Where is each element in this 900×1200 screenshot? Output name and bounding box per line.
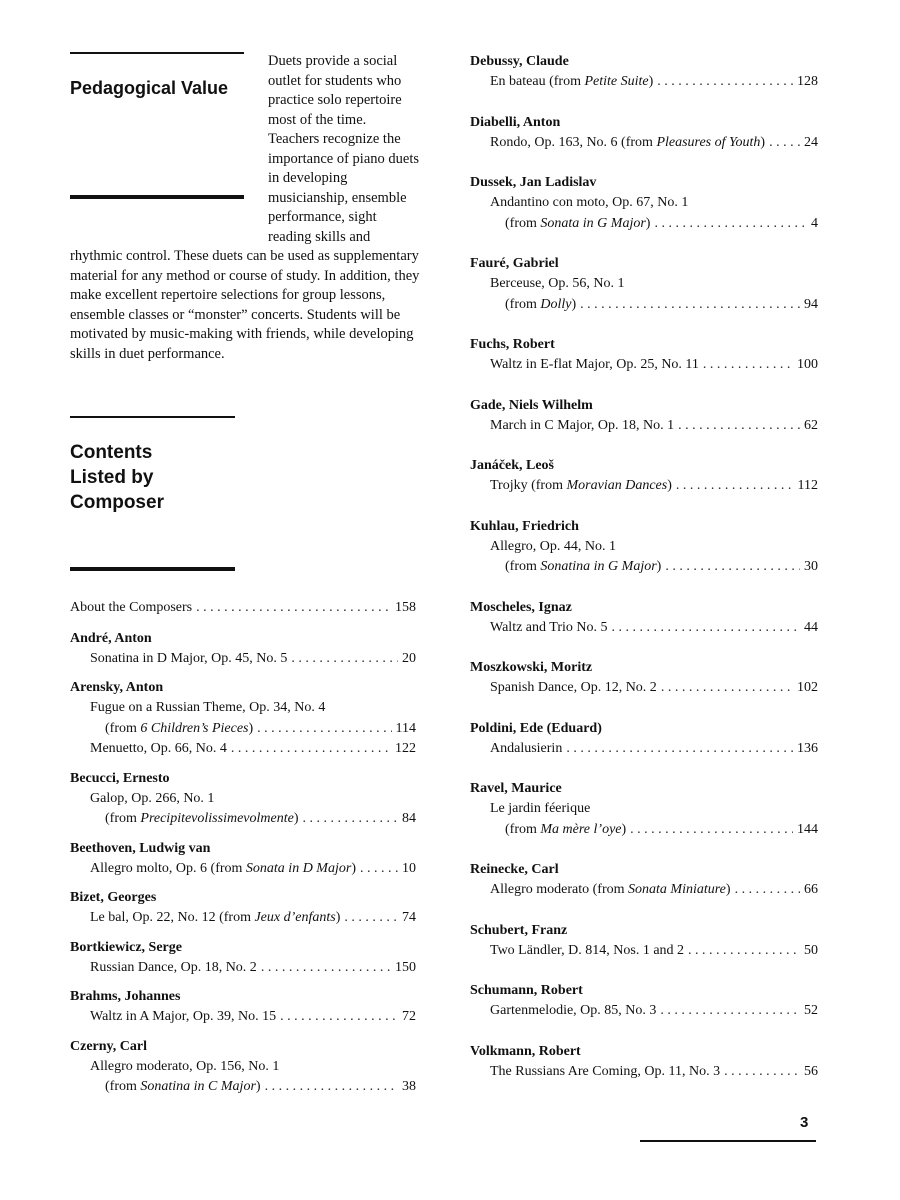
dot-leader (654, 214, 807, 235)
entry-page: 100 (797, 357, 818, 372)
dot-leader (678, 416, 800, 437)
toc-entry[interactable] (470, 678, 818, 699)
entry-page: 72 (402, 1009, 416, 1024)
rule-contents-top (70, 416, 235, 418)
composer-name: Arensky, Anton (70, 680, 164, 695)
composer-entry (70, 938, 416, 979)
dot-leader (566, 739, 793, 760)
composer-name: Moszkowski, Moritz (470, 660, 593, 675)
entry-title: Andantino con moto, Op. 67, No. 1 (490, 195, 689, 210)
entry-page: 112 (797, 478, 818, 493)
entry-page: 144 (797, 821, 818, 837)
composer-entry (470, 921, 818, 962)
composer-entry (470, 860, 818, 901)
dot-leader (291, 649, 398, 670)
dot-leader (611, 618, 800, 639)
pedagogical-value-body: Duets provide a social outlet for students who practice solo repertoire most of the time. Teachers recognize the importance of piano duets in developing musicianship, ensemble performance, sight reading skills and rhythmic control. These duets can be used as supplementary material for any method or course of study. In addition, they make excellent repertoire selections for group lessons, ensemble classes or “monster” concerts. Students will be motivated by music-making with friends, while developing skills in duet performance. (70, 53, 420, 362)
composer-entry (470, 658, 818, 699)
dot-leader (231, 739, 391, 760)
dot-leader (261, 958, 391, 979)
toc-entry[interactable] (470, 295, 818, 316)
toc-entry[interactable] (70, 649, 416, 670)
entry-title: Trojky (from Moravian Dances) (490, 478, 672, 493)
composer-entry (70, 888, 416, 929)
toc-entry[interactable] (470, 355, 818, 376)
contents-heading-line: Contents (70, 442, 153, 463)
composer-entry (70, 1037, 416, 1098)
composer-name: Kuhlau, Friedrich (470, 518, 579, 534)
composer-name: Diabelli, Anton (470, 114, 561, 130)
dot-leader (657, 72, 793, 93)
toc-entry[interactable] (70, 1077, 416, 1098)
composer-name: Bortkiewicz, Serge (70, 939, 182, 955)
composer-name: Brahms, Johannes (70, 989, 181, 1004)
toc-entry[interactable] (70, 809, 416, 830)
entry-title: Allegro moderato, Op. 156, No. 1 (90, 1058, 280, 1074)
dot-leader (661, 678, 793, 699)
composer-name: Debussy, Claude (470, 54, 569, 69)
entry-title: Two Ländler, D. 814, Nos. 1 and 2 (490, 942, 685, 958)
toc-entry[interactable] (470, 820, 818, 841)
toc-entry-title-line (70, 1057, 416, 1078)
composer-entry (70, 678, 416, 760)
toc-entry[interactable] (470, 476, 818, 497)
composer-name: Becucci, Ernesto (70, 770, 170, 786)
entry-title: Sonatina in D Major, Op. 45, No. 5 (90, 650, 288, 666)
entry-page: 150 (395, 959, 416, 975)
pedagogical-value-heading: Pedagogical Value (70, 78, 229, 98)
composer-entry (470, 396, 818, 437)
entry-title: (from Sonata in G Major) (505, 215, 651, 231)
entry-page: 66 (804, 882, 818, 897)
entry-title: En bateau (from Petite Suite) (490, 74, 654, 89)
composer-name: Fuchs, Robert (470, 337, 555, 352)
entry-page: 24 (804, 134, 818, 150)
toc-entry[interactable] (470, 618, 818, 639)
dot-leader (303, 809, 399, 830)
entry-page: 52 (804, 1003, 818, 1018)
composer-entry (470, 173, 818, 234)
entry-page: 94 (804, 296, 818, 312)
dot-leader (660, 1001, 800, 1022)
dot-leader (360, 859, 398, 880)
entry-title: Russian Dance, Op. 18, No. 2 (90, 959, 257, 975)
dot-leader (735, 880, 800, 901)
entry-page: 10 (402, 860, 416, 876)
entry-title: Menuetto, Op. 66, No. 4 (90, 741, 227, 756)
left-composer-entries (70, 629, 416, 1098)
entry-title: Waltz and Trio No. 5 (490, 619, 608, 635)
entry-page: 136 (797, 740, 818, 756)
entry-page: 50 (804, 942, 818, 958)
entry-page: 74 (402, 910, 416, 925)
composer-entry (470, 113, 818, 154)
dot-leader (196, 598, 391, 619)
entry-page: 20 (402, 650, 416, 666)
composer-name: Poldini, Ede (Eduard) (470, 720, 602, 736)
dot-leader (344, 908, 398, 929)
composer-entry (470, 719, 818, 760)
toc-entry[interactable] (70, 719, 416, 740)
toc-entry[interactable] (470, 941, 818, 962)
entry-page: 84 (402, 811, 416, 826)
rule-contents-bottom (70, 567, 235, 571)
composer-entry (70, 629, 416, 670)
toc-entry[interactable] (470, 880, 818, 901)
composer-entry (470, 1042, 818, 1083)
entry-page: 44 (804, 619, 818, 635)
entry-title: Galop, Op. 266, No. 1 (90, 790, 215, 806)
dot-leader (769, 133, 800, 154)
dot-leader (630, 820, 793, 841)
contents-list-right (470, 52, 818, 1102)
contents-heading (70, 440, 164, 515)
entry-title: (from Precipitevolissimevolmente) (105, 811, 299, 826)
entry-title: Waltz in A Major, Op. 39, No. 15 (90, 1009, 277, 1024)
pedagogical-value-text-block (70, 52, 420, 364)
entry-page: 30 (804, 559, 818, 574)
contents-heading-line: Listed by (70, 467, 154, 488)
toc-entry-title-line (70, 789, 416, 810)
about-composers-entry[interactable] (70, 598, 416, 619)
composer-name: Schubert, Franz (470, 922, 568, 938)
entry-title: (from Sonatina in G Major) (505, 559, 662, 574)
composer-name: Gade, Niels Wilhelm (470, 397, 593, 413)
entry-title: (from Dolly) (505, 296, 577, 312)
composer-entry (70, 839, 416, 880)
composer-name: Czerny, Carl (70, 1038, 147, 1054)
entry-page: 56 (804, 1063, 818, 1079)
toc-entry[interactable] (70, 739, 416, 760)
entry-title: Allegro moderato (from Sonata Miniature) (490, 882, 731, 897)
toc-entry-title-line (470, 193, 818, 214)
entry-title: (from Sonatina in C Major) (105, 1079, 261, 1094)
entry-title: Spanish Dance, Op. 12, No. 2 (490, 680, 657, 695)
toc-entry-title-line (470, 799, 818, 820)
composer-name: André, Anton (70, 630, 152, 646)
dot-leader (665, 557, 800, 578)
composer-name: Janáček, Leoš (470, 458, 554, 473)
heading-spacer (70, 52, 268, 230)
toc-entry[interactable] (470, 214, 818, 235)
toc-entry[interactable] (470, 557, 818, 578)
toc-entry[interactable] (470, 416, 818, 437)
dot-leader (724, 1062, 800, 1083)
contents-heading-line: Composer (70, 492, 164, 513)
contents-list-left (70, 598, 416, 1107)
composer-entry (470, 456, 818, 497)
dot-leader (580, 295, 800, 316)
composer-entry (470, 598, 818, 639)
dot-leader (676, 476, 794, 497)
entry-title: Fugue on a Russian Theme, Op. 34, No. 4 (90, 700, 326, 715)
toc-entry-title-line (470, 537, 818, 558)
entry-title: Rondo, Op. 163, No. 6 (from Pleasures of Youth) (490, 134, 766, 150)
dot-leader (688, 941, 800, 962)
entry-page: 122 (395, 741, 416, 756)
composer-name: Volkmann, Robert (470, 1043, 581, 1059)
composer-name: Ravel, Maurice (470, 781, 562, 796)
composer-entry (470, 52, 818, 93)
entry-title: Andalusierin (490, 740, 563, 756)
entry-page: 62 (804, 417, 818, 433)
entry-page: 4 (811, 215, 818, 231)
composer-entry (70, 769, 416, 830)
entry-title: Gartenmelodie, Op. 85, No. 3 (490, 1003, 657, 1018)
toc-entry-title-line (470, 274, 818, 295)
composer-name: Beethoven, Ludwig van (70, 840, 211, 856)
composer-name: Reinecke, Carl (470, 862, 559, 877)
composer-name: Dussek, Jan Ladislav (470, 175, 597, 190)
entry-page: 158 (395, 600, 416, 615)
entry-page: 128 (797, 74, 818, 89)
entry-title: The Russians Are Coming, Op. 11, No. 3 (490, 1063, 721, 1079)
entry-title: March in C Major, Op. 18, No. 1 (490, 417, 675, 433)
composer-name: Moscheles, Ignaz (470, 599, 572, 615)
entry-page: 114 (395, 720, 416, 736)
toc-entry-title-line (70, 698, 416, 719)
entry-title: Le bal, Op. 22, No. 12 (from Jeux d’enfants) (90, 910, 341, 925)
dot-leader (703, 355, 793, 376)
entry-title: (from Ma mère l’oye) (505, 821, 627, 837)
entry-title: About the Composers (70, 600, 193, 615)
toc-entry[interactable] (470, 1001, 818, 1022)
composer-name: Fauré, Gabriel (470, 256, 559, 271)
composer-entry (470, 779, 818, 840)
composer-name: Bizet, Georges (70, 890, 157, 905)
dot-leader (280, 1007, 398, 1028)
composer-entry (470, 517, 818, 578)
composer-entry (470, 335, 818, 376)
entry-page: 102 (797, 680, 818, 695)
entry-title: Berceuse, Op. 56, No. 1 (490, 276, 625, 291)
entry-title: (from 6 Children’s Pieces) (105, 720, 254, 736)
entry-title: Le jardin féerique (490, 801, 591, 816)
toc-entry[interactable] (470, 72, 818, 93)
dot-leader (257, 719, 391, 740)
entry-title: Allegro molto, Op. 6 (from Sonata in D Major) (90, 860, 356, 876)
toc-entry[interactable] (70, 908, 416, 929)
rule-page-number (640, 1140, 816, 1142)
composer-entry (470, 254, 818, 315)
dot-leader (265, 1077, 398, 1098)
toc-entry[interactable] (70, 1007, 416, 1028)
page-number: 3 (800, 1114, 809, 1131)
toc-entry[interactable] (470, 133, 818, 154)
entry-page: 38 (402, 1079, 416, 1094)
entry-title: Waltz in E-flat Major, Op. 25, No. 11 (490, 357, 699, 372)
composer-name: Schumann, Robert (470, 983, 583, 998)
toc-entry[interactable] (70, 958, 416, 979)
toc-entry[interactable] (470, 1062, 818, 1083)
toc-entry[interactable] (70, 859, 416, 880)
toc-entry[interactable] (470, 739, 818, 760)
composer-entry (70, 987, 416, 1028)
composer-entry (470, 981, 818, 1022)
entry-title: Allegro, Op. 44, No. 1 (490, 538, 616, 554)
